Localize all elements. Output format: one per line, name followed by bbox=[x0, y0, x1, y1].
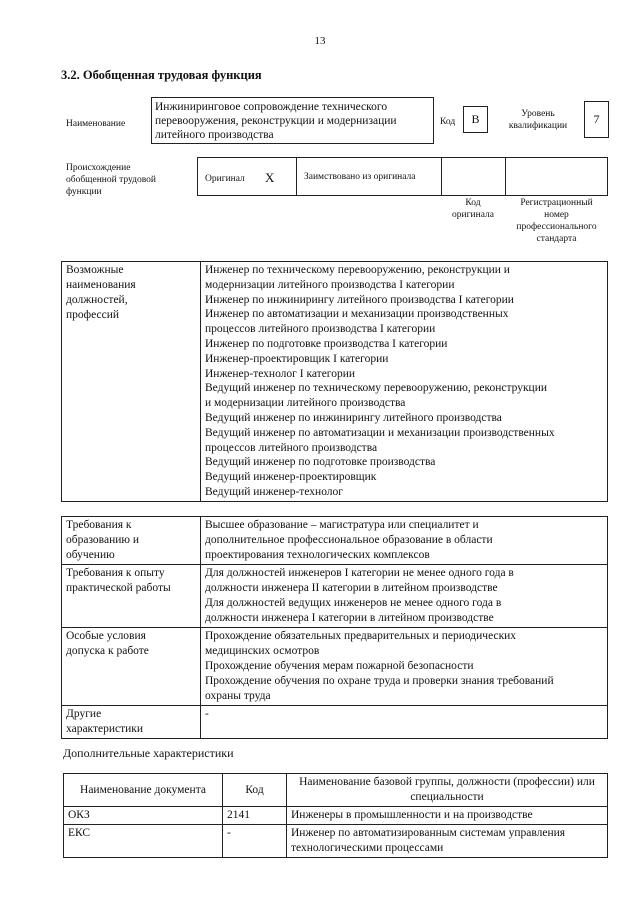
origin-divider bbox=[296, 157, 297, 196]
positions-list-cell bbox=[201, 262, 608, 502]
req-value-line: - bbox=[205, 708, 209, 720]
positions-label-line: наименования bbox=[66, 279, 136, 291]
row-doc: ОКЗ bbox=[64, 807, 223, 825]
caption-line: стандарта bbox=[536, 234, 577, 244]
position-item: Инженер по техническому перевооружению, реконструкции и bbox=[205, 264, 510, 276]
caption-line: номер bbox=[544, 210, 569, 220]
row-name-line: Инженер по автоматизированным системам управления bbox=[291, 827, 566, 839]
req-value-line: должности инженера I категории в литейном производстве bbox=[205, 612, 494, 624]
positions-label-line: должностей, bbox=[66, 294, 128, 306]
position-item: процессов литейного производства bbox=[205, 441, 378, 454]
header-doc: Наименование документа bbox=[64, 774, 223, 807]
req-value-line: медицинских осмотров bbox=[205, 645, 320, 657]
caption-line: Код bbox=[465, 198, 481, 208]
section-heading: 3.2. Обобщенная трудовая функция bbox=[61, 68, 262, 82]
req-label-line: практической работы bbox=[66, 582, 171, 594]
positions-label-line: Возможные bbox=[66, 264, 124, 276]
origin-divider bbox=[441, 157, 442, 196]
code-label: Код bbox=[440, 117, 456, 127]
position-item: Ведущий инженер по техническому перевооружению, реконструкции bbox=[205, 382, 548, 395]
origin-label-line: Происхождение bbox=[66, 163, 131, 173]
position-item: модернизации литейного производства I категории bbox=[205, 278, 455, 291]
position-item: Ведущий инженер по подготовке производства bbox=[205, 456, 436, 469]
position-item: Ведущий инженер-технолог bbox=[205, 485, 343, 498]
header-name: Наименование базовой группы, должности (профессии) или специальности bbox=[287, 774, 608, 807]
req-label-cell bbox=[62, 565, 201, 628]
code-value: В bbox=[463, 106, 488, 133]
function-name-line: литейного производства bbox=[155, 129, 274, 141]
positions-table bbox=[61, 261, 608, 502]
row-name bbox=[287, 825, 608, 858]
function-name-box bbox=[151, 97, 434, 144]
position-item: Ведущий инженер по автоматизации и механизации производственных bbox=[205, 426, 555, 439]
position-item: Ведущий инженер-проектировщик bbox=[205, 471, 377, 484]
level-label-line: квалификации bbox=[508, 121, 568, 131]
borrowed-label: Заимствовано из оригинала bbox=[304, 172, 416, 182]
caption-line: Регистрационный bbox=[520, 198, 593, 208]
position-item: Инженер по инжинирингу литейного производства I категории bbox=[205, 293, 514, 306]
row-code: 2141 bbox=[223, 807, 287, 825]
req-label-line: характеристики bbox=[66, 723, 144, 735]
row-code: - bbox=[223, 825, 287, 858]
req-value-line: проектирования технологических комплексов bbox=[205, 549, 430, 561]
req-label-line: Требования к bbox=[66, 519, 132, 531]
position-item: Инженер-технолог I категории bbox=[205, 367, 356, 380]
req-value-line: Для должностей инженеров I категории не менее одного года в bbox=[205, 567, 514, 579]
req-value-line: Прохождение обучения мерам пожарной безопасности bbox=[205, 660, 474, 672]
level-value: 7 bbox=[584, 101, 609, 138]
name-label: Наименование bbox=[66, 119, 126, 129]
req-value-cell bbox=[201, 706, 608, 739]
caption-line: оригинала bbox=[452, 210, 494, 220]
req-value-line: Для должностей ведущих инженеров не менее одного года в bbox=[205, 597, 502, 609]
req-label-line: Требования к опыту bbox=[66, 567, 165, 579]
req-label-line: Особые условия bbox=[66, 630, 146, 642]
function-name-line: Инжиниринговое сопровождение технического bbox=[155, 101, 388, 113]
additional-table bbox=[63, 773, 608, 858]
req-value-line: Высшее образование – магистратура или специалитет и bbox=[205, 519, 479, 531]
position-item: Инженер по автоматизации и механизации производственных bbox=[205, 308, 509, 321]
req-label-cell bbox=[62, 517, 201, 565]
req-label-cell bbox=[62, 628, 201, 706]
caption-line: профессионального bbox=[516, 222, 597, 232]
req-label-line: Другие bbox=[66, 708, 102, 720]
origin-label bbox=[66, 162, 156, 198]
req-value-line: Прохождение обучения по охране труда и проверки знания требований bbox=[205, 675, 554, 687]
row-name bbox=[287, 807, 608, 825]
row-doc: ЕКС bbox=[64, 825, 223, 858]
origin-label-line: функции bbox=[66, 187, 102, 197]
position-item: Инженер по подготовке производства I категории bbox=[205, 337, 448, 350]
code-original-caption bbox=[441, 197, 505, 221]
original-mark: Х bbox=[265, 170, 275, 185]
positions-label-cell bbox=[62, 262, 201, 502]
registration-caption bbox=[505, 197, 608, 245]
req-value-cell bbox=[201, 517, 608, 565]
function-name-line: перевооружения, реконструкции и модернизации bbox=[155, 115, 397, 127]
level-label-line: Уровень bbox=[521, 109, 555, 119]
req-label-cell bbox=[62, 706, 201, 739]
level-label bbox=[497, 108, 579, 132]
original-label: Оригинал bbox=[205, 174, 245, 184]
header-code: Код bbox=[223, 774, 287, 807]
req-value-line: Прохождение обязательных предварительных и периодических bbox=[205, 630, 517, 642]
req-value-line: охраны труда bbox=[205, 690, 271, 702]
position-item: Инженер-проектировщик I категории bbox=[205, 352, 389, 365]
row-name-line: технологическими процессами bbox=[291, 842, 444, 854]
req-label-line: обучению bbox=[66, 549, 115, 561]
req-label-line: образованию и bbox=[66, 534, 139, 546]
origin-label-line: обобщенной трудовой bbox=[66, 175, 156, 185]
positions-label-line: профессий bbox=[66, 309, 120, 321]
row-name-line: Инженеры в промышленности и на производстве bbox=[291, 809, 533, 821]
req-label-line: допуска к работе bbox=[66, 645, 149, 657]
position-item: процессов литейного производства I категории bbox=[205, 323, 436, 336]
position-item: и модернизации литейного производства bbox=[205, 397, 406, 410]
req-value-cell bbox=[201, 565, 608, 628]
position-item: Ведущий инженер по инжинирингу литейного производства bbox=[205, 411, 502, 424]
origin-divider bbox=[505, 157, 506, 196]
additional-title: Дополнительные характеристики bbox=[63, 746, 234, 760]
requirements-table bbox=[61, 516, 608, 739]
req-value-line: должности инженера II категории в литейном производстве bbox=[205, 582, 498, 594]
req-value-line: дополнительное профессиональное образование в области bbox=[205, 534, 493, 546]
req-value-cell bbox=[201, 628, 608, 706]
page-number: 13 bbox=[314, 35, 326, 47]
